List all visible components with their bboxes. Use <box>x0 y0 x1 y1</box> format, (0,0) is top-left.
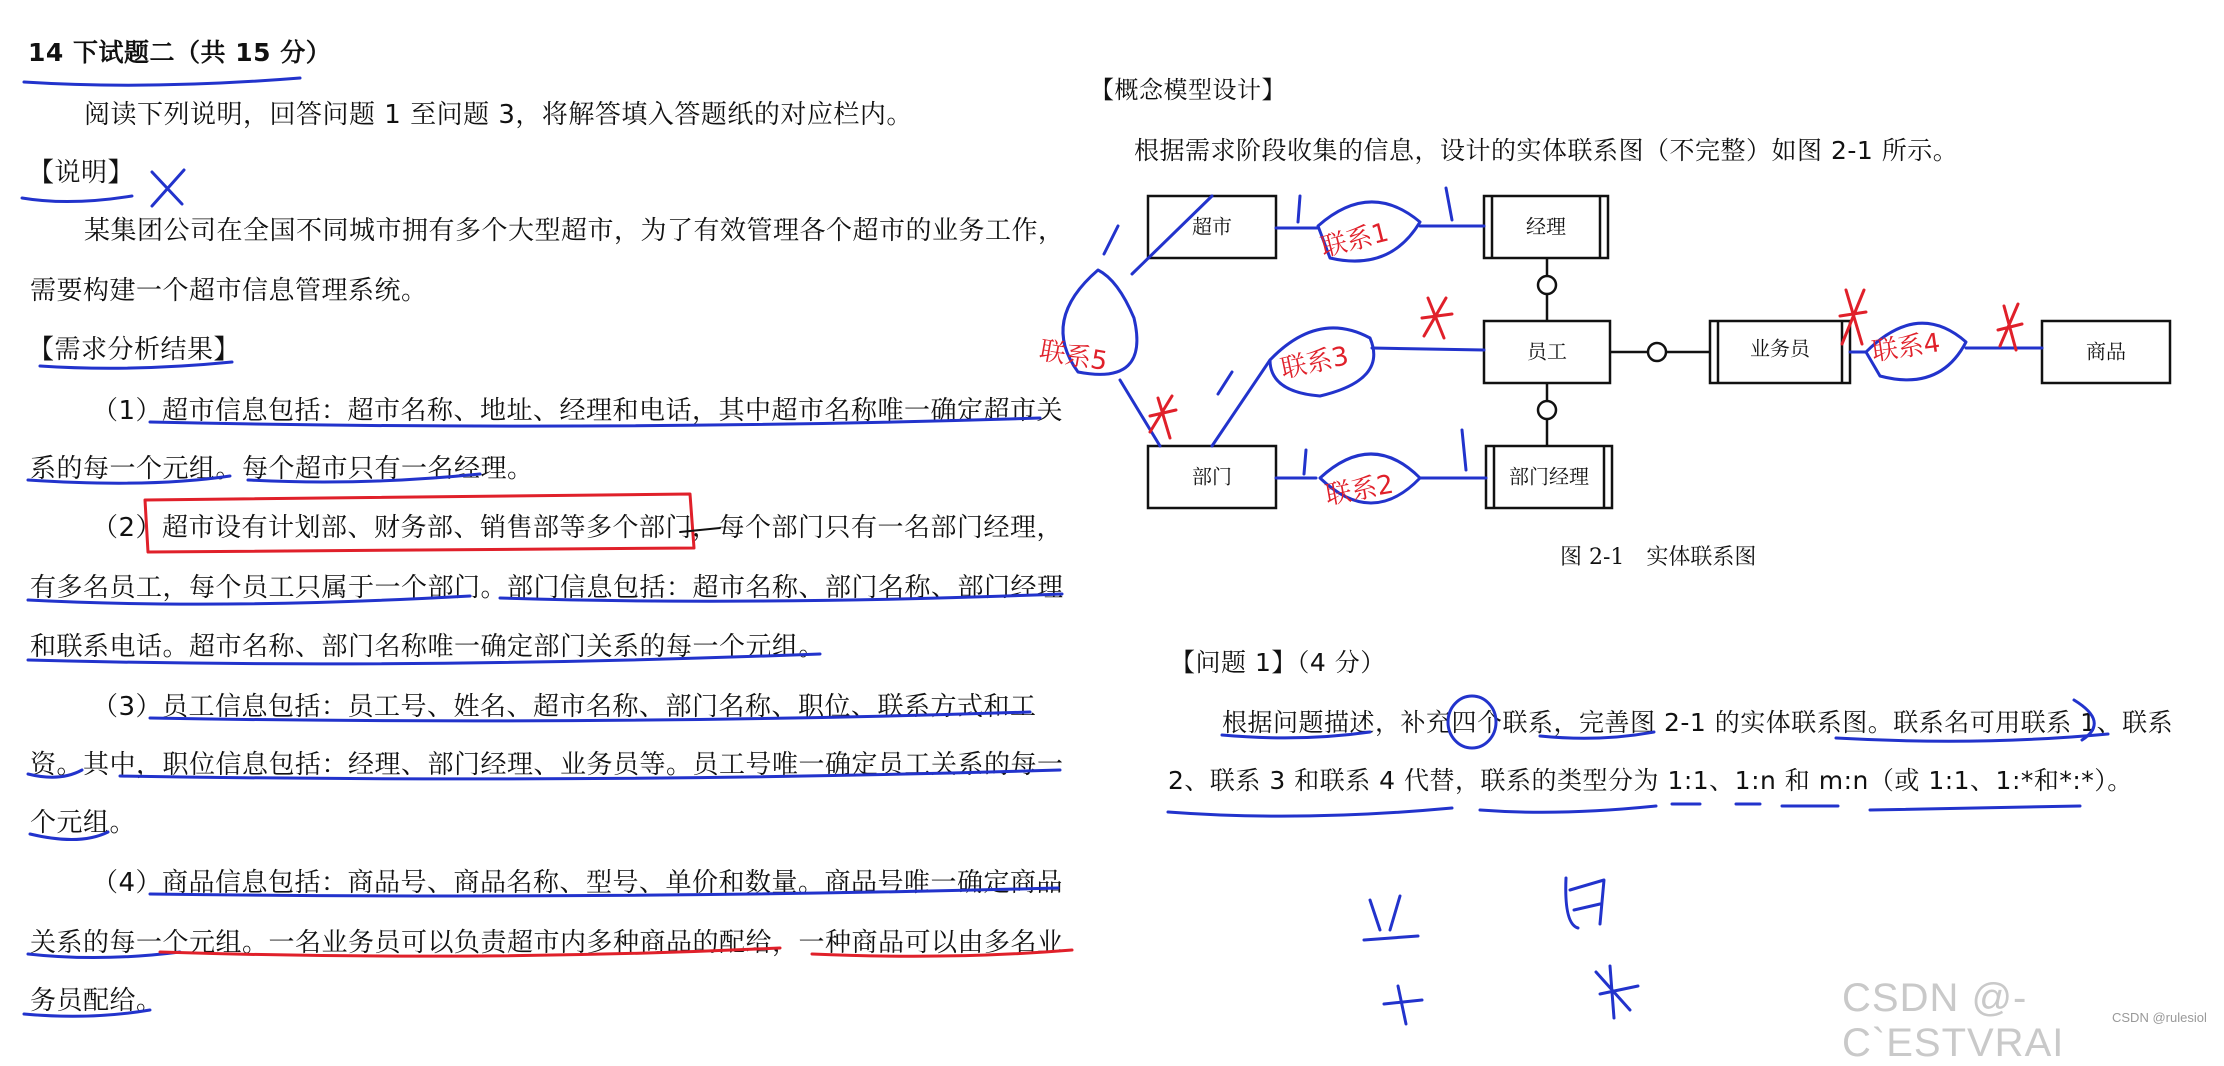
explain-heading: 【说明】 <box>28 158 135 188</box>
req-line: （2）超市设有计划部、财务部、销售部等多个部门，每个部门只有一名部门经理， <box>92 513 1064 543</box>
watermark-small: CSDN @rulesiol <box>2112 1010 2207 1025</box>
question-1-line-2: 2、联系 3 和联系 4 代替，联系的类型分为 1:1、1:n 和 m:n（或 1:1、1:*和*:*）。 <box>1168 766 2133 795</box>
req-line: （4）商品信息包括：商品号、商品名称、型号、单价和数量。商品号唯一确定商品 <box>92 868 1064 898</box>
req-line: 个元组。 <box>30 808 137 838</box>
hw-rel2: 联系2 <box>1323 469 1396 512</box>
intro-text: 阅读下列说明，回答问题 1 至问题 3，将解答填入答题纸的对应栏内。 <box>84 100 913 130</box>
req-line: 资。其中，职位信息包括：经理、部门经理、业务员等。员工号唯一确定员工关系的每一 <box>30 750 1064 780</box>
req-line: 务员配给。 <box>30 986 163 1016</box>
req-line: 有多名员工，每个员工只属于一个部门。部门信息包括：超市名称、部门名称、部门经理 <box>30 573 1064 603</box>
hw-rel3: 联系3 <box>1278 341 1352 385</box>
question-1-heading: 【问题 1】（4 分） <box>1170 648 1386 677</box>
hw-rel1: 联系1 <box>1317 217 1392 264</box>
figure-caption: 图 2-1 实体联系图 <box>1560 545 1757 570</box>
hw-rel5: 联系5 <box>1037 335 1110 378</box>
req-line: （3）员工信息包括：员工号、姓名、超市名称、部门名称、职位、联系方式和工 <box>92 692 1037 722</box>
entity-employee-label: 员工 <box>1527 339 1567 364</box>
req-line: 系的每一个元组。每个超市只有一名经理。 <box>30 454 534 484</box>
explain-line-2: 需要构建一个超市信息管理系统。 <box>30 276 428 306</box>
entity-dept-manager-label: 部门经理 <box>1509 464 1589 489</box>
req-line: 关系的每一个元组。一名业务员可以负责超市内多种商品的配给，一种商品可以由多名业 <box>30 928 1064 958</box>
concept-description: 根据需求阶段收集的信息，设计的实体联系图（不完整）如图 2-1 所示。 <box>1134 136 1959 165</box>
entity-goods-label: 商品 <box>2086 339 2126 364</box>
entity-salesperson-label: 业务员 <box>1750 336 1810 361</box>
entity-manager-label: 经理 <box>1526 214 1566 239</box>
req-line: （1）超市信息包括：超市名称、地址、经理和电话，其中超市名称唯一确定超市关 <box>92 396 1064 426</box>
page-title: 14 下试题二（共 15 分） <box>28 38 332 67</box>
hw-rel4: 联系4 <box>1870 328 1943 368</box>
entity-supermarket-label: 超市 <box>1192 214 1232 239</box>
question-1-line-1: 根据问题描述，补充四个联系，完善图 2-1 的实体联系图。联系名可用联系 1、联系 <box>1222 708 2174 737</box>
explain-line-1: 某集团公司在全国不同城市拥有多个大型超市，为了有效管理各个超市的业务工作， <box>84 216 1065 246</box>
watermark: CSDN @-C`ESTVRAI <box>1842 976 2065 1065</box>
concept-heading: 【概念模型设计】 <box>1090 76 1286 104</box>
entity-department-label: 部门 <box>1192 464 1232 489</box>
req-line: 和联系电话。超市名称、部门名称唯一确定部门关系的每一个元组。 <box>30 632 826 662</box>
requirements-heading: 【需求分析结果】 <box>28 335 241 365</box>
